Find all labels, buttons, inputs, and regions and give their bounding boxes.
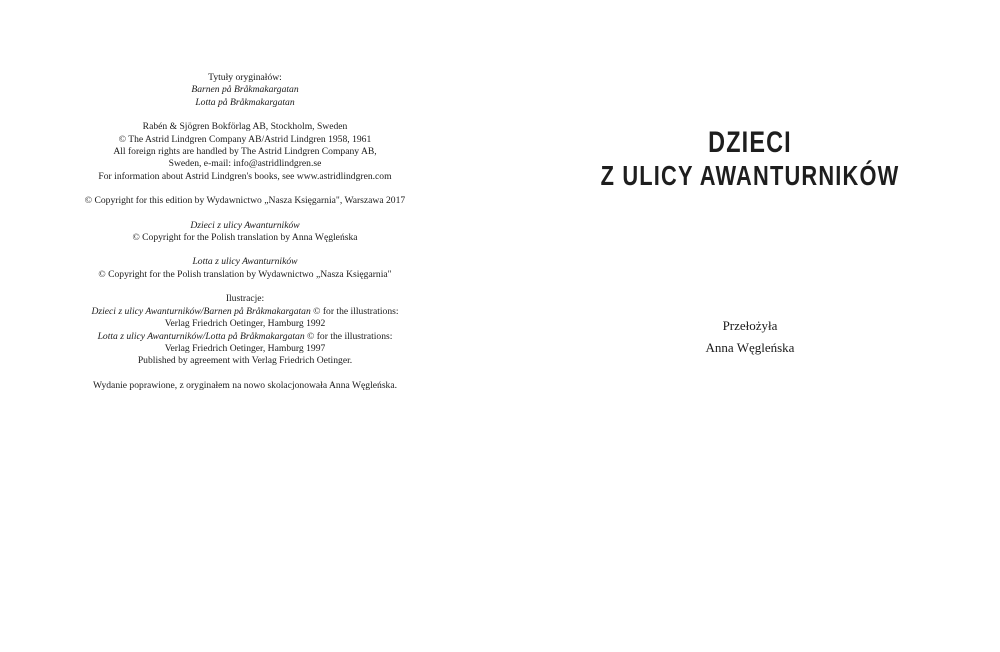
book2-title: Lotta z ulicy Awanturników: [192, 256, 298, 268]
copyright-page: [40, 72, 450, 392]
publisher-line: © The Astrid Lindgren Company AB/Astrid Lindgren 1958, 1961: [118, 133, 372, 145]
book2-translation-copyright: © Copyright for the Polish translation by Wydawnictwo „Nasza Księgarnia": [98, 268, 392, 280]
illustration-credit-1: [40, 306, 450, 318]
publisher-line: For information about Astrid Lindgren's books, see www.astridlindgren.com: [98, 170, 392, 182]
illustration-1-suffix: © for the illustrations:: [310, 305, 399, 317]
book1-title: Dzieci z ulicy Awanturników: [190, 219, 300, 231]
illustration-credit-2: [40, 331, 450, 343]
illustration-1-publisher: Verlag Friedrich Oetinger, Hamburg 1992: [164, 318, 326, 330]
illustration-1-titles: Dzieci z ulicy Awanturników/Barnen på Bråkmakargatan: [91, 305, 311, 317]
original-title-2: Lotta på Bråkmakargatan: [195, 96, 295, 108]
translator-label: Przełożyła: [722, 318, 778, 333]
book-title-line-1: DZIECI: [708, 126, 792, 159]
illustration-2-titles: Lotta z ulicy Awanturników/Lotta på Bråkmakargatan: [97, 330, 305, 342]
translator-name: Anna Węgleńska: [705, 340, 795, 355]
original-titles-heading: Tytuły oryginałów:: [208, 72, 282, 83]
illustrations-heading: Ilustracje:: [225, 293, 265, 305]
book-title-line-2: Z ULICY AWANTURNIKÓW: [600, 160, 900, 191]
original-title-1: Barnen på Bråkmakargatan: [191, 84, 299, 96]
publisher-line: All foreign rights are handled by The Astrid Lindgren Company AB,: [113, 146, 377, 158]
revised-edition-note: Wydanie poprawione, z oryginałem na nowo skolacjonowała Anna Węgleńska.: [92, 379, 398, 391]
title-page: [500, 0, 1000, 652]
illustration-2-suffix: © for the illustrations:: [304, 330, 393, 342]
edition-copyright: © Copyright for this edition by Wydawnictwo „Nasza Księgarnia", Warszawa 2017: [84, 195, 406, 207]
publisher-line: Sweden, e-mail: info@astridlindgren.se: [168, 158, 322, 170]
agreement-note: Published by agreement with Verlag Friedrich Oetinger.: [137, 355, 353, 367]
publisher-line: Rabén & Sjögren Bokförlag AB, Stockholm, Sweden: [142, 121, 348, 133]
book1-translation-copyright: © Copyright for the Polish translation by Anna Węgleńska: [132, 232, 358, 244]
illustration-2-publisher: Verlag Friedrich Oetinger, Hamburg 1997: [164, 342, 326, 354]
